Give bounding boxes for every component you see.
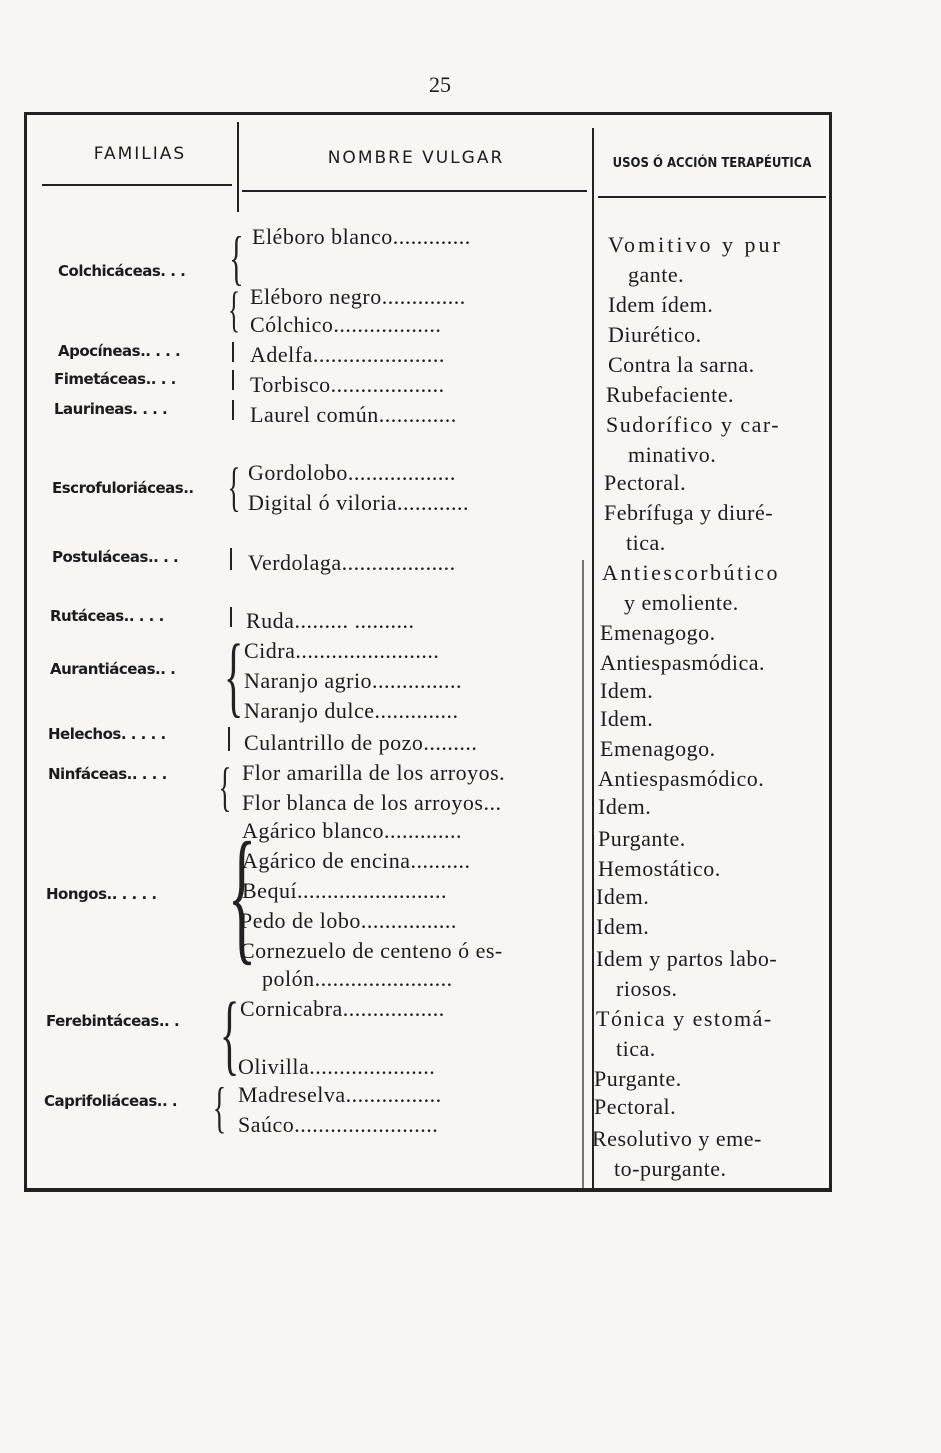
therapeutic-use: minativo. [628, 442, 717, 467]
therapeutic-use: Antiespasmódica. [600, 650, 766, 675]
header-usos: USOS Ó ACCIÓN TERAPÉUTICA [612, 156, 812, 171]
common-name: Gordolobo.................. [248, 460, 456, 485]
common-name: Naranjo agrio............... [244, 668, 463, 693]
brace-icon: { [227, 812, 257, 978]
family-label: Helechos. . . . . [48, 725, 166, 743]
bar-icon [230, 548, 232, 570]
family-label: Apocíneas.. . . . [58, 342, 181, 360]
bar-icon [232, 342, 234, 362]
common-name: Madreselva................ [238, 1082, 442, 1107]
common-name: Agárico de encina.......... [242, 848, 471, 873]
brace-icon: { [227, 457, 241, 517]
common-name: Culantrillo de pozo......... [244, 730, 478, 755]
bar-icon [230, 607, 232, 627]
therapeutic-use: Tónica y estomá- [596, 1006, 773, 1031]
bar-icon [232, 400, 234, 420]
common-name: Laurel común............. [250, 402, 457, 427]
common-name: Cólchico.................. [250, 312, 442, 337]
common-name: Bequí......................... [242, 878, 448, 903]
bar-icon [232, 370, 234, 390]
common-name: Flor amarilla de los arroyos. [242, 760, 506, 785]
brace-icon: { [223, 627, 244, 726]
therapeutic-use: Idem ídem. [608, 292, 714, 317]
therapeutic-use: riosos. [616, 976, 678, 1001]
column-divider [582, 560, 584, 1190]
family-label: Laurineas. . . . [54, 400, 168, 418]
therapeutic-use: Emenagogo. [600, 620, 716, 645]
common-name: Torbisco................... [250, 372, 445, 397]
brace-icon: { [218, 757, 232, 817]
common-name: Eléboro negro.............. [250, 284, 466, 309]
header-nombre-vulgar: NOMBRE VULGAR [327, 148, 505, 168]
family-label: Rutáceas.. . . . [50, 607, 164, 625]
family-label: Colchicáceas. . . [58, 262, 186, 280]
common-name: Cornicabra................. [240, 996, 445, 1021]
common-name: Eléboro blanco............. [252, 224, 471, 249]
common-name: Cidra........................ [244, 638, 440, 663]
family-label: Aurantiáceas.. . [50, 660, 176, 678]
common-name: Flor blanca de los arroyos... [242, 790, 502, 815]
therapeutic-use: Rubefaciente. [606, 382, 735, 407]
family-label: Escrofuloriáceas.. [52, 479, 194, 497]
therapeutic-use: Pectoral. [604, 470, 687, 495]
therapeutic-use: Idem. [600, 678, 654, 703]
therapeutic-use: Vomitivo y pur [608, 232, 783, 257]
common-name: Agárico blanco............. [242, 818, 462, 843]
column-divider [237, 122, 239, 212]
therapeutic-use: Febrífuga y diuré- [604, 500, 774, 525]
family-label: Ferebintáceas.. . [46, 1012, 180, 1030]
brace-icon: { [229, 225, 244, 291]
therapeutic-use: Idem. [596, 884, 650, 909]
family-label: Fimetáceas.. . . [54, 370, 176, 388]
common-name: Verdolaga................... [248, 550, 456, 575]
therapeutic-use: Purgante. [594, 1066, 682, 1091]
header-rule [42, 184, 232, 186]
header-familias: FAMILIAS [93, 144, 187, 164]
common-name: Ruda......... .......... [246, 608, 415, 633]
therapeutic-use: Idem. [600, 706, 654, 731]
column-divider [592, 128, 594, 1190]
common-name: Pedo de lobo................ [240, 908, 457, 933]
page-number: 25 [429, 72, 451, 97]
therapeutic-use: Resolutivo y eme- [592, 1126, 762, 1151]
common-name: Digital ó viloria............ [248, 490, 470, 515]
therapeutic-use: tica. [626, 530, 666, 555]
header-rule [598, 196, 826, 198]
common-name: polón....................... [262, 966, 453, 991]
family-label: Hongos.. . . . . [46, 885, 157, 903]
common-name: Cornezuelo de centeno ó es- [240, 938, 503, 963]
therapeutic-use: Diurético. [608, 322, 702, 347]
family-label: Caprifoliáceas.. . [44, 1092, 178, 1110]
therapeutic-use: gante. [628, 262, 685, 287]
common-name: Olivilla..................... [238, 1054, 436, 1079]
therapeutic-use: Idem. [596, 914, 650, 939]
common-name: Adelfa...................... [250, 342, 445, 367]
therapeutic-use: Purgante. [598, 826, 686, 851]
therapeutic-use: Idem. [598, 794, 652, 819]
therapeutic-use: Pectoral. [594, 1094, 677, 1119]
therapeutic-use: Contra la sarna. [608, 352, 755, 377]
brace-icon: { [212, 1077, 227, 1139]
brace-icon: { [228, 281, 240, 337]
bar-icon [228, 727, 230, 751]
family-label: Postuláceas.. . . [52, 548, 179, 566]
therapeutic-use: Antiescorbútico [602, 560, 781, 585]
therapeutic-use: Emenagogo. [600, 736, 716, 761]
therapeutic-use: Sudorífico y car- [606, 412, 781, 437]
therapeutic-use: Idem y partos labo- [596, 946, 778, 971]
common-name: Saúco........................ [238, 1112, 439, 1137]
brace-icon: { [219, 985, 240, 1084]
therapeutic-use: to-purgante. [614, 1156, 727, 1181]
common-name: Naranjo dulce.............. [244, 698, 459, 723]
family-label: Ninfáceas.. . . . [48, 765, 167, 783]
therapeutic-use: y emoliente. [624, 590, 739, 615]
therapeutic-use: tica. [616, 1036, 656, 1061]
header-rule [242, 190, 587, 192]
therapeutic-use: Hemostático. [598, 856, 721, 881]
therapeutic-use: Antiespasmódico. [598, 766, 765, 791]
